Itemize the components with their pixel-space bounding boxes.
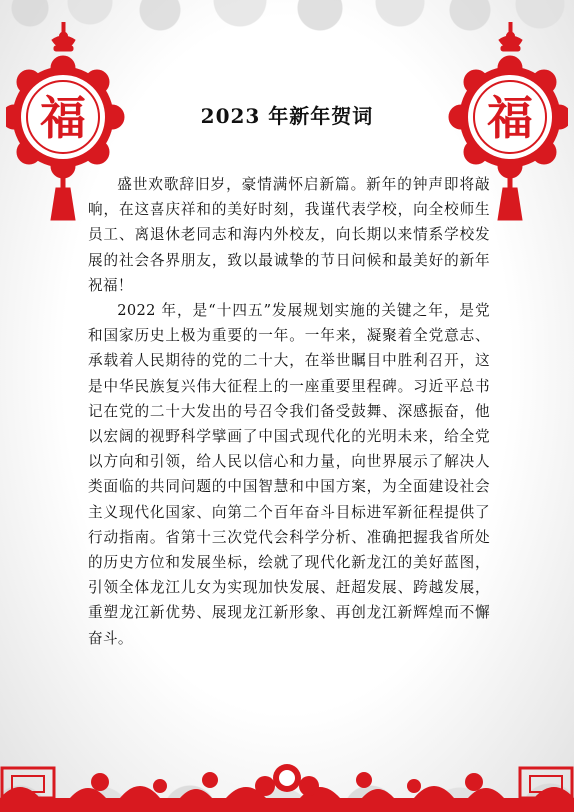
paragraph: 盛世欢歌辞旧岁，豪情满怀启新篇。新年的钟声即将敲响，在这喜庆祥和的美好时刻，我谨代表学校，向全校师生员工、离退休老同志和海内外校友，向长期以来情系学校发展的社会各界朋友，致以最诚挚的节日问候和最美好的新年祝福！ [88,176,490,294]
fu-character: 福 [487,91,533,145]
paragraph: 2022 年，是“十四五”发展规划实施的关键之年，是党和国家历史上极为重要的一年。一年来，凝聚着全党意志、承载着人民期待的党的二十大，在举世瞩目中胜利召开，这是中华民族复兴伟大征程上的一座重要里程碑。习近平总书记在党的二十大发出的号召令我们备受鼓舞、深感振奋，他以宏阔的视野科学擘画了中国式现代化的光明未来，给全党以方向和引领，给人民以信心和力量，向世界展示了解决人类面临的共同问题的中国智慧和中国方案，为全面建设社会主义现代化国家、向第二个百年奋斗目标进军新征程提供了行动指南。省第十三次党代会科学分析、准确把握我省所处的历史方位和发展坐标，绘就了现代化新龙江的美好蓝图，引领全体龙江儿女为实现加快发展、赶超发展、跨越发展，重塑龙江新优势、展现龙江新形象、再创龙江新辉煌而不懈奋斗。 [88,302,490,647]
document-body [88,172,490,651]
fu-character: 福 [40,91,86,145]
page-title: 2023 年新年贺词 [200,104,374,128]
paper-cut-border-icon [0,758,574,812]
